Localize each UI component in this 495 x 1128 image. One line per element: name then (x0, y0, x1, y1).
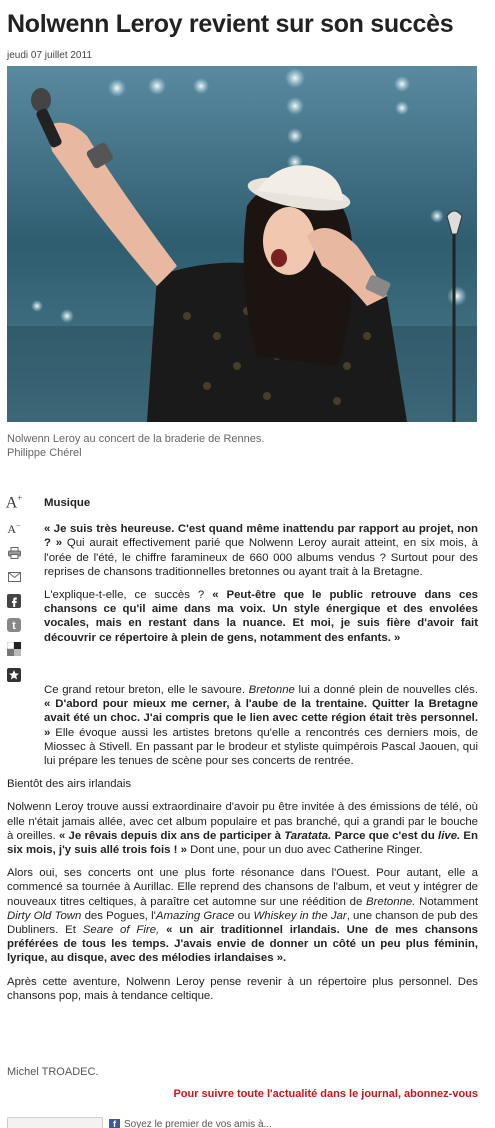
caption-text: Nolwenn Leroy au concert de la braderie de Rennes. (7, 433, 265, 445)
article-photo (7, 66, 477, 422)
paragraph-3: Ce grand retour breton, elle le savoure. Bretonne lui a donné plein de nouvelles clés. « D'abord pour mieux me cerner, à l'aube de la trentaine. Quitter la Bretagne avait été un choc. J'ai compris que le lien avec cette région était très personnel. » Elle évoque aussi les artistes bretons qu'elle a rencontrés ces derniers mois, de Miossec à Stivell. En passant par le brodeur et styliste quimpérois Pascal Jaouen, qui lui prépare les tenues de scène pour ses concerts de rentrée. (44, 684, 478, 768)
recommend-button[interactable] (7, 1117, 103, 1128)
facebook-icon[interactable] (6, 593, 22, 609)
article-title: Nolwenn Leroy revient sur son succès (7, 10, 454, 38)
paragraph-1: « Je suis très heureuse. C'est quand même inattendu par rapport au projet, non ? » Qui aurait effectivement parié que Nolwenn Leroy aurait atteint, en six mois, à l'orée de l'été, le chiffre faramineux de 660 000 albums vendus ? Surtout pour des reprises de chansons traditionnelles bretonnes ou ayant trait à la Bretagne. (44, 523, 478, 578)
twitter-icon[interactable] (6, 617, 22, 633)
photo-credit: Philippe Chérel (7, 447, 82, 459)
svg-text:t: t (12, 620, 16, 632)
facebook-text: Soyez le premier de vos amis à... (124, 1118, 272, 1128)
text-increase-icon[interactable]: A+ (5, 493, 23, 512)
photo-caption (7, 432, 264, 460)
paragraph-6: Après cette aventure, Nolwenn Leroy pense revenir à un répertoire plus personnel. Des chansons pop, mais à tendance celtique. (7, 975, 478, 1002)
paragraph-5: Alors oui, ses concerts ont une plus forte résonance dans l'Ouest. Pour autant, elle a commencé sa tournée à Aurillac. Elle reprend des chansons de l'album, et veut y intégrer de nouveaux titres celtiques, à paraître cet automne sur une réédition de Bretonne. Notamment Dirty Old Town des Pogues, l'Amazing Grace ou Whiskey in the Jar, une chanson de pub des Dubliners. Et Seare of Fire, « un air traditionnel irlandais. Une de mes chansons préférées de tous les temps. J'avais envie de donner un côté un peu plus féminin, lyrique, au disque, avec des mélodies irlandaises ». (7, 867, 478, 965)
article-date: jeudi 07 juillet 2011 (7, 50, 92, 61)
subscribe-link[interactable]: Pour suivre toute l'actualité dans le journal, abonnez-vous (173, 1088, 478, 1100)
facebook-small-icon: f (109, 1119, 120, 1128)
paragraph-4: Nolwenn Leroy trouve aussi extraordinaire d'avoir pu être invitée à des émissions de télé, où elle n'était jamais allée, avec cet album populaire et pas branché, qui a grandi par le bouche à oreilles. « Je rêvais depuis dix ans de participer à Taratata. Parce que c'est du live. En six mois, j'y suis allé trois fois ! » Dont une, pour un duo avec Catherine Ringer. (7, 801, 478, 857)
article-intro (44, 496, 478, 654)
section-label: Musique (44, 497, 91, 509)
text-decrease-icon[interactable]: A− (7, 521, 21, 536)
article-body (7, 683, 478, 1003)
delicious-icon[interactable] (6, 641, 22, 657)
paragraph-2: L'explique-t-elle, ce succès ? « Peut-être que le public retrouve dans ces chansons ce qu'il aime dans ma voix. Un style énergique et des envolées vocales, mais en restant dans la nuance. Et moi, je suis fière d'avoir fait découvrir ce répertoire à plein de gens, notamment des enfants. » (44, 589, 478, 644)
subheading: Bientôt des airs irlandais (7, 778, 132, 791)
author-signature: Michel TROADEC. (7, 1066, 99, 1078)
email-icon[interactable] (6, 569, 22, 585)
social-bar (7, 1117, 272, 1128)
favorite-icon[interactable] (6, 667, 22, 683)
print-icon[interactable] (6, 545, 22, 561)
